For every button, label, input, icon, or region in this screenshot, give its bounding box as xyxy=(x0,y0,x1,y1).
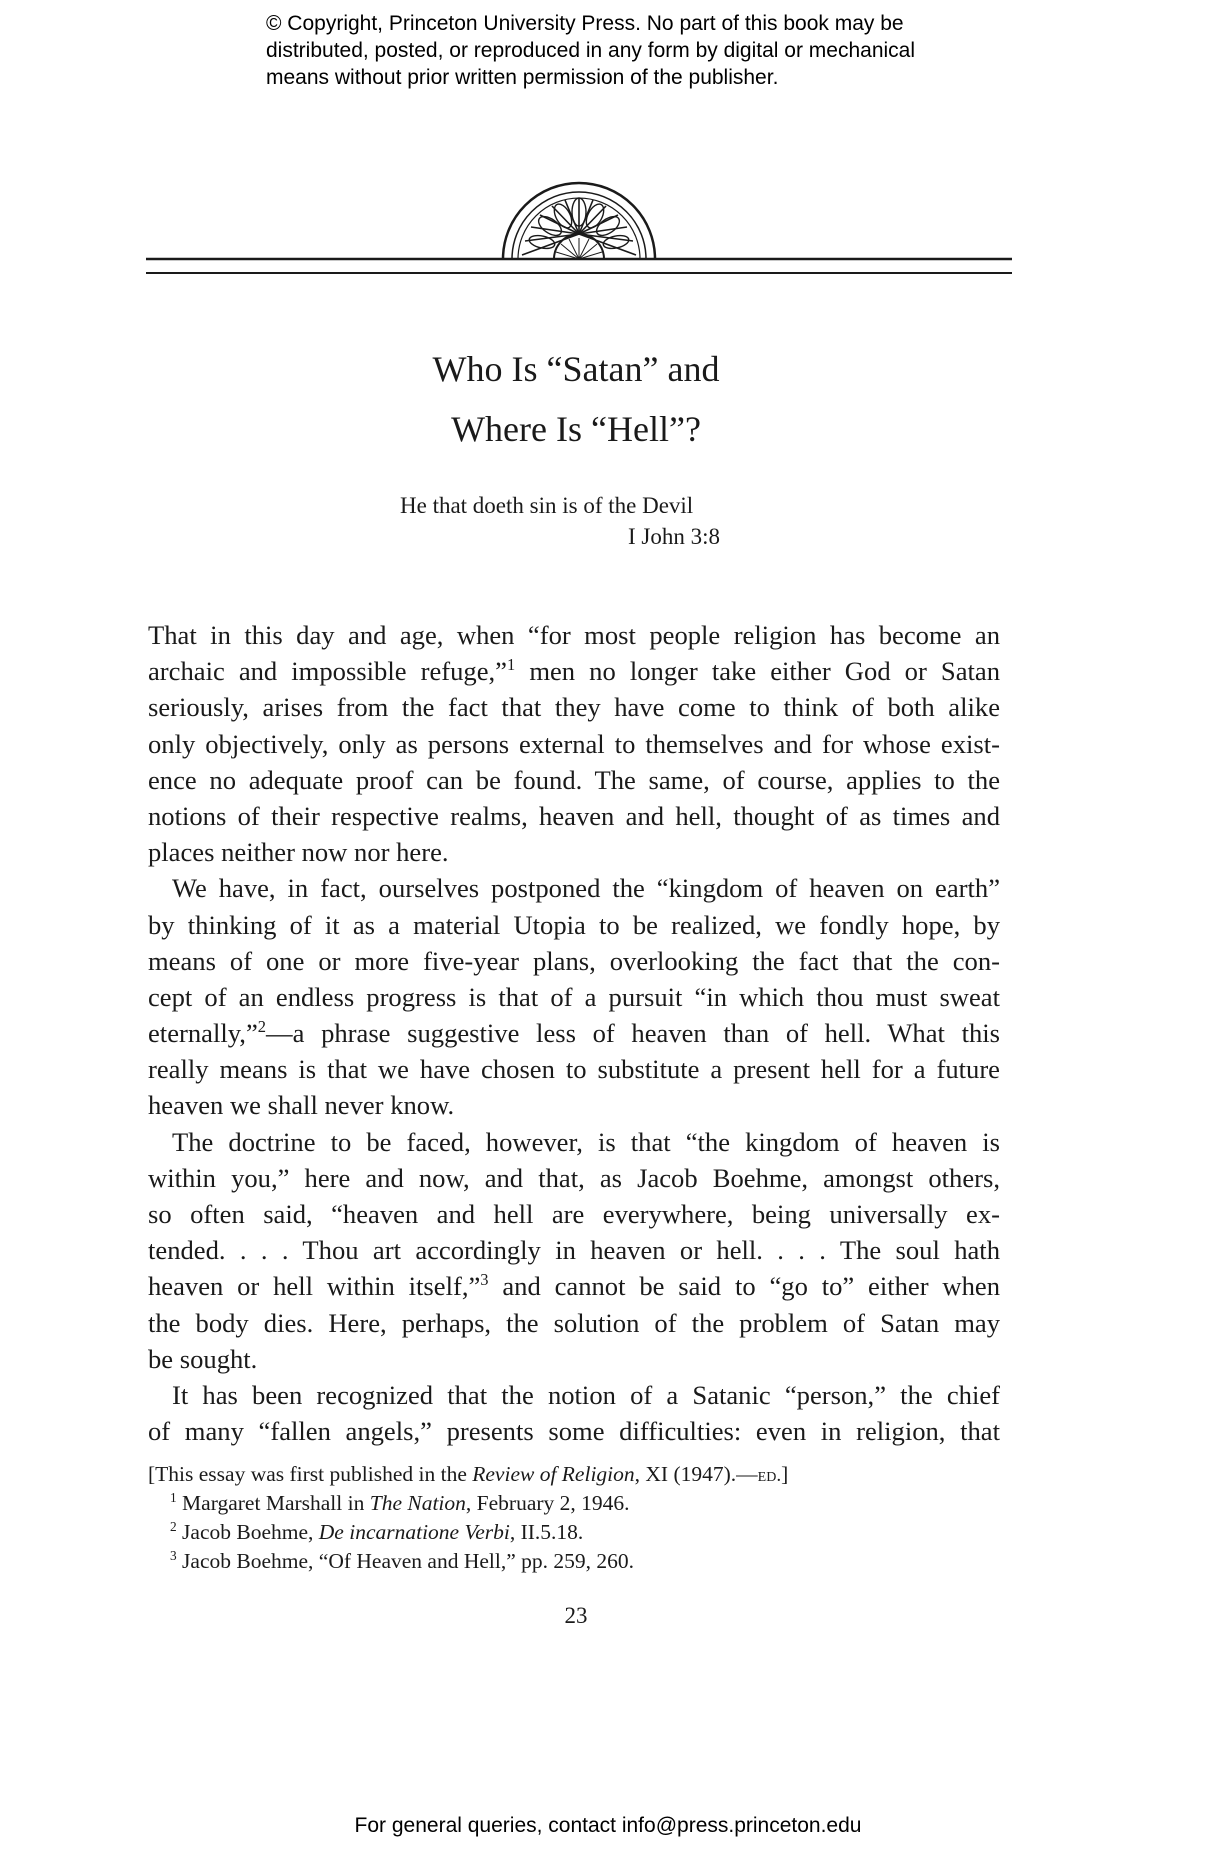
footnote-ref: 3 xyxy=(480,1270,489,1290)
text-line: really means is that we have chosen to substitute a present hell for a future xyxy=(148,1054,1000,1085)
footnote: $^1$ Margaret Marshall in The Nation, February 2, 1946. xyxy=(170,1489,630,1515)
epigraph-source: I John 3:8 xyxy=(628,524,720,549)
text-line: be sought. xyxy=(148,1343,258,1374)
text-line: eternally,”$^2$—a phrase suggestive less of heaven than of hell. What this xyxy=(148,1017,1000,1049)
text-line: by thinking of it as a material Utopia to be realized, we fondly hope, by xyxy=(148,909,1000,940)
text-line: We have, in fact, ourselves postponed the “kingdom of heaven on earth” xyxy=(172,873,1000,904)
chapter-title-line: Where Is “Hell”? xyxy=(451,409,701,449)
text-line: seriously, arises from the fact that they have come to think of both alike xyxy=(148,692,1000,723)
text-line: archaic and impossible refuge,”$^1$ men no longer take either God or Satan xyxy=(148,655,1000,687)
text-line: notions of their respective realms, heaven and hell, thought of as times and xyxy=(148,800,1000,831)
copyright-line: distributed, posted, or reproduced in any form by digital or mechanical xyxy=(266,39,916,62)
text-line: means of one or more five-year plans, overlooking the fact that the con- xyxy=(148,945,1000,976)
footnotes xyxy=(148,1460,1000,1576)
editor-note: [This essay was first published in the Review of Religion, XI (1947).—ed.] xyxy=(148,1462,789,1486)
text-line: places neither now nor here. xyxy=(148,837,449,868)
copyright-line: © Copyright, Princeton University Press. No part of this book may be xyxy=(266,12,904,35)
text-line: The doctrine to be faced, however, is that “the kingdom of heaven is xyxy=(172,1126,1000,1157)
page-number: 23 xyxy=(564,1603,588,1628)
sunburst-ornament-icon xyxy=(146,176,1012,282)
contact-footer: For general queries, contact info@press.princeton.edu xyxy=(354,1814,862,1837)
footnote-ref: 2 xyxy=(257,1017,267,1037)
text-line: heaven or hell within itself,”$^3$ and cannot be said to “go to” either when xyxy=(148,1270,1000,1302)
text-line: only objectively, only as persons external to themselves and for whose exist- xyxy=(148,728,1000,759)
footnote-ref: 1 xyxy=(506,655,516,675)
footnote: $^3$ Jacob Boehme, “Of Heaven and Hell,” pp. 259, 260. xyxy=(170,1547,635,1573)
text-line: heaven we shall never know. xyxy=(148,1090,455,1121)
text-line: of many “fallen angels,” presents some difficulties: even in religion, that xyxy=(148,1416,1000,1447)
copyright-line: means without prior written permission of the publisher. xyxy=(266,66,779,89)
text-line: so often said, “heaven and hell are everywhere, being universally ex- xyxy=(148,1199,1000,1229)
text-line: the body dies. Here, perhaps, the solution of the problem of Satan may xyxy=(148,1307,1000,1338)
epigraph-quote: He that doeth sin is of the Devil xyxy=(400,493,694,518)
text-line: That in this day and age, when “for most people religion has become an xyxy=(148,620,1000,650)
chapter-title-line: Who Is “Satan” and xyxy=(432,349,720,389)
footnote: $^2$ Jacob Boehme, De incarnatione Verbi, II.5.18. xyxy=(170,1518,584,1544)
text-line: ence no adequate proof can be found. The same, of course, applies to the xyxy=(148,764,1000,795)
epigraph xyxy=(400,490,720,552)
text-line: It has been recognized that the notion of a Satanic “person,” the chief xyxy=(172,1379,1000,1410)
text-line: tended. . . . Thou art accordingly in heaven or hell. . . . The soul hath xyxy=(148,1235,1000,1266)
text-line: within you,” here and now, and that, as Jacob Boehme, amongst others, xyxy=(148,1162,1000,1193)
body-text xyxy=(148,617,1000,1449)
copyright-notice xyxy=(266,10,986,91)
text-line: cept of an endless progress is that of a pursuit “in which thou must sweat xyxy=(148,981,1000,1012)
